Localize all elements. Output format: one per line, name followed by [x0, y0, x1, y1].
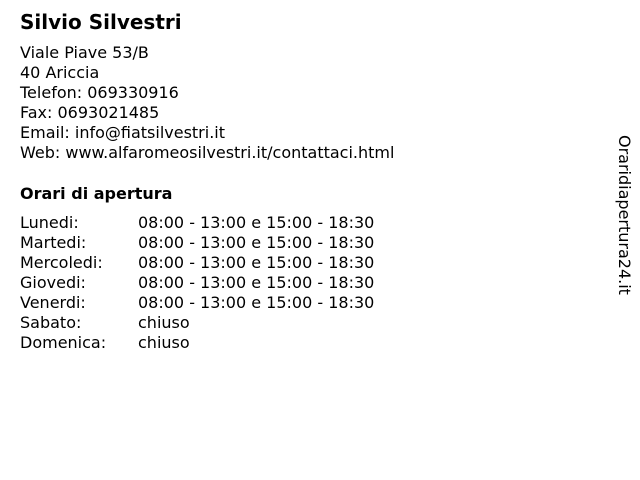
address-line: Viale Piave 53/B [20, 43, 149, 62]
hours-time: 08:00 - 13:00 e 15:00 - 18:30 [138, 253, 375, 272]
contact-details [20, 43, 394, 163]
hours-time: 08:00 - 13:00 e 15:00 - 18:30 [138, 273, 375, 292]
fax-line: Fax: 0693021485 [20, 103, 160, 122]
hours-time: chiuso [138, 313, 190, 332]
hours-time: 08:00 - 13:00 e 15:00 - 18:30 [138, 213, 375, 232]
opening-hours-heading: Orari di apertura [20, 184, 173, 203]
hours-day: Sabato: [20, 313, 82, 332]
web-line: Web: www.alfaromeosilvestri.it/contattaci.html [20, 143, 395, 162]
hours-time: 08:00 - 13:00 e 15:00 - 18:30 [138, 233, 375, 252]
city-line: 40 Ariccia [20, 63, 100, 82]
hours-day: Martedi: [20, 233, 87, 252]
phone-line: Telefon: 069330916 [20, 83, 179, 102]
hours-day: Venerdi: [20, 293, 86, 312]
hours-day: Lunedi: [20, 213, 79, 232]
hours-time: chiuso [138, 333, 190, 352]
site-watermark: Oraridiapertura24.it [615, 135, 634, 295]
business-name: Silvio Silvestri [20, 10, 182, 34]
email-line: Email: info@fiatsilvestri.it [20, 123, 226, 142]
hours-day: Domenica: [20, 333, 107, 352]
hours-day: Mercoledi: [20, 253, 103, 272]
hours-time: 08:00 - 13:00 e 15:00 - 18:30 [138, 293, 375, 312]
hours-day: Giovedi: [20, 273, 86, 292]
